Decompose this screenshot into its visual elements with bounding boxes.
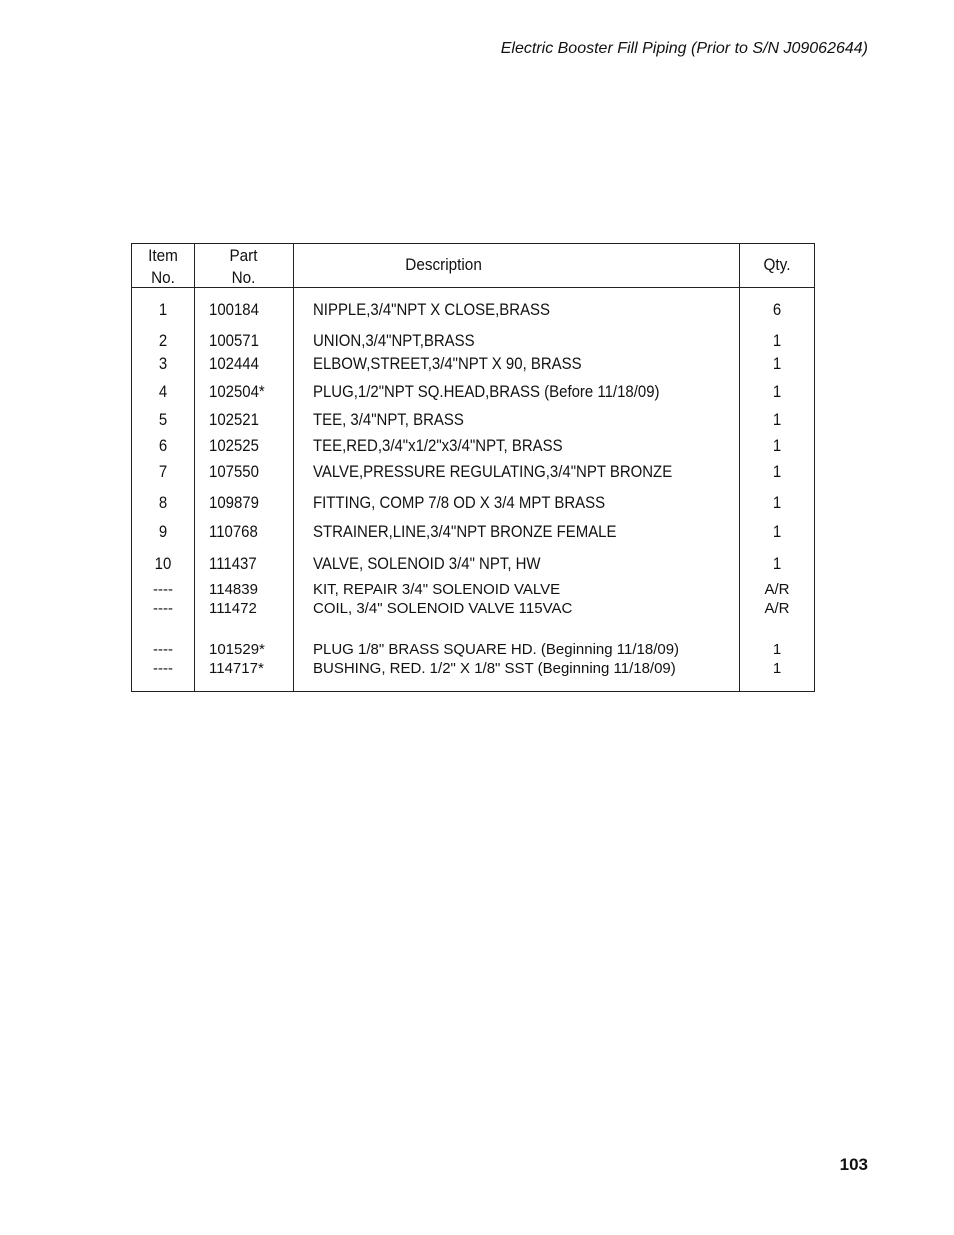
description: STRAINER,LINE,3/4"NPT BRONZE FEMALE bbox=[313, 522, 617, 541]
description: PLUG 1/8" BRASS SQUARE HD. (Beginning 11/18/09) bbox=[313, 641, 680, 658]
table-row bbox=[132, 461, 814, 483]
part-no: 102504* bbox=[209, 382, 265, 401]
qty: 1 bbox=[772, 660, 782, 677]
qty: 1 bbox=[772, 522, 782, 541]
description: TEE,RED,3/4"x1/2"x3/4"NPT, BRASS bbox=[313, 436, 563, 455]
part-no: 111472 bbox=[209, 600, 257, 617]
description: PLUG,1/2"NPT SQ.HEAD,BRASS (Before 11/18/09) bbox=[313, 382, 660, 401]
part-no: 102444 bbox=[209, 354, 259, 373]
item-no: 9 bbox=[158, 522, 168, 541]
item-no: 3 bbox=[158, 354, 168, 373]
qty: 1 bbox=[772, 554, 782, 573]
table-row bbox=[132, 299, 814, 321]
description: BUSHING, RED. 1/2" X 1/8" SST (Beginning 11/18/09) bbox=[313, 660, 676, 677]
item-no: 6 bbox=[158, 436, 168, 455]
page-header-title: Electric Booster Fill Piping (Prior to S/N J09062644) bbox=[500, 40, 868, 57]
part-no: 102521 bbox=[209, 410, 259, 429]
part-no: 111437 bbox=[209, 554, 257, 573]
qty: 1 bbox=[772, 493, 782, 512]
qty: 1 bbox=[772, 331, 782, 350]
qty: A/R bbox=[764, 581, 790, 598]
qty: 1 bbox=[772, 410, 782, 429]
table-row bbox=[132, 381, 814, 403]
part-no: 101529* bbox=[209, 641, 265, 658]
table-row bbox=[132, 598, 814, 620]
header-description: Description bbox=[405, 255, 482, 274]
table-row bbox=[132, 492, 814, 514]
header-item-no: Item No. bbox=[148, 246, 178, 287]
item-no: ---- bbox=[153, 660, 173, 677]
item-no: ---- bbox=[153, 581, 173, 598]
item-no: ---- bbox=[153, 600, 173, 617]
item-no: 4 bbox=[158, 382, 168, 401]
part-no: 102525 bbox=[209, 436, 259, 455]
qty: 6 bbox=[772, 300, 782, 319]
description: UNION,3/4"NPT,BRASS bbox=[313, 331, 475, 350]
item-no: 5 bbox=[158, 410, 168, 429]
description: KIT, REPAIR 3/4" SOLENOID VALVE bbox=[313, 581, 561, 598]
item-no: 7 bbox=[158, 462, 168, 481]
description: NIPPLE,3/4"NPT X CLOSE,BRASS bbox=[313, 300, 551, 319]
part-no: 100184 bbox=[209, 300, 259, 319]
description: VALVE, SOLENOID 3/4" NPT, HW bbox=[313, 554, 541, 573]
description: TEE, 3/4"NPT, BRASS bbox=[313, 410, 464, 429]
part-no: 100571 bbox=[209, 331, 259, 350]
part-no: 110768 bbox=[209, 522, 258, 541]
table-row bbox=[132, 553, 814, 575]
part-no: 114839 bbox=[209, 581, 258, 598]
parts-table bbox=[131, 243, 815, 692]
description: COIL, 3/4" SOLENOID VALVE 115VAC bbox=[313, 600, 573, 617]
description: VALVE,PRESSURE REGULATING,3/4"NPT BRONZE bbox=[313, 462, 673, 481]
description: ELBOW,STREET,3/4"NPT X 90, BRASS bbox=[313, 354, 582, 373]
page-number: 103 bbox=[839, 1155, 868, 1174]
table-row bbox=[132, 521, 814, 543]
part-no: 107550 bbox=[209, 462, 259, 481]
item-no: ---- bbox=[153, 641, 173, 658]
item-no: 2 bbox=[158, 331, 168, 350]
qty: 1 bbox=[772, 354, 782, 373]
qty: 1 bbox=[772, 641, 782, 658]
qty: 1 bbox=[772, 436, 782, 455]
table-row bbox=[132, 658, 814, 680]
header-qty: Qty. bbox=[763, 255, 791, 274]
item-no: 8 bbox=[158, 493, 168, 512]
item-no: 10 bbox=[154, 554, 172, 573]
qty: 1 bbox=[772, 462, 782, 481]
description: FITTING, COMP 7/8 OD X 3/4 MPT BRASS bbox=[313, 493, 606, 512]
table-row bbox=[132, 409, 814, 431]
part-no: 109879 bbox=[209, 493, 259, 512]
header-part-no: Part No. bbox=[229, 246, 258, 287]
table-row bbox=[132, 435, 814, 457]
table-row bbox=[132, 330, 814, 352]
table-row bbox=[132, 353, 814, 375]
item-no: 1 bbox=[158, 300, 168, 319]
qty: A/R bbox=[764, 600, 790, 617]
qty: 1 bbox=[772, 382, 782, 401]
part-no: 114717* bbox=[209, 660, 264, 677]
